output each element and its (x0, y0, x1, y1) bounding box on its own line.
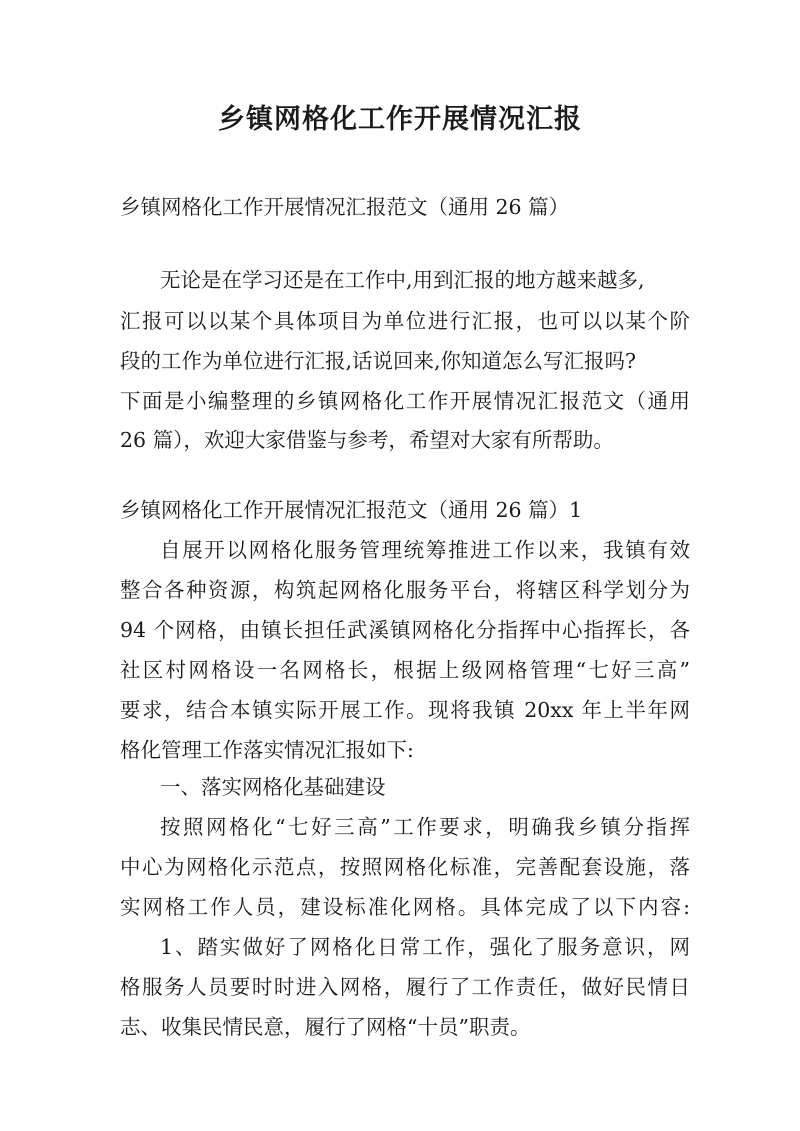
intro-line: 段的工作为单位进行汇报,话说回来,你知道怎么写汇报吗? (120, 349, 637, 373)
intro-line: 无论是在学习还是在工作中,用到汇报的地方越来越多, (160, 268, 645, 292)
document-title: 乡镇网格化工作开展情况汇报 (218, 104, 582, 135)
body-line: 要求，结合本镇实际开展工作。现将我镇 20xx 年上半年网 (120, 698, 690, 722)
body-line: 整合各种资源，构筑起网格化服务平台，将辖区科学划分为 (120, 578, 690, 602)
body-line: 按照网格化“七好三高”工作要求，明确我乡镇分指挥 (160, 815, 690, 839)
intro-line: 汇报可以以某个具体项目为单位进行汇报，也可以以某个阶 (120, 309, 690, 333)
body-line: 中心为网格化示范点，按照网格化标准，完善配套设施，落 (120, 855, 690, 879)
intro-line: 26 篇），欢迎大家借鉴与参考，希望对大家有所帮助。 (120, 428, 614, 452)
body-line: 自展开以网格化服务管理统筹推进工作以来，我镇有效 (160, 538, 690, 562)
section-heading: 一、落实网格化基础建设 (160, 775, 386, 799)
intro-line: 下面是小编整理的乡镇网格化工作开展情况汇报范文（通用 (120, 389, 690, 413)
section-title: 乡镇网格化工作开展情况汇报范文（通用 26 篇）1 (120, 498, 583, 522)
body-line: 94 个网格，由镇长担任武溪镇网格化分指挥中心指挥长，各 (120, 618, 690, 642)
body-line: 志、收集民情民意，履行了网格“十员”职责。 (120, 1015, 531, 1039)
body-line: 社区村网格设一名网格长，根据上级网格管理“七好三高” (120, 658, 690, 682)
body-line: 格化管理工作落实情况汇报如下: (120, 738, 414, 762)
body-line: 格服务人员要时时进入网格，履行了工作责任，做好民情日 (120, 975, 690, 999)
body-line: 实网格工作人员，建设标准化网格。具体完成了以下内容: (120, 895, 690, 919)
document-subtitle: 乡镇网格化工作开展情况汇报范文（通用 26 篇） (120, 195, 570, 219)
body-line: 1、踏实做好了网格化日常工作，强化了服务意识，网 (160, 935, 690, 959)
